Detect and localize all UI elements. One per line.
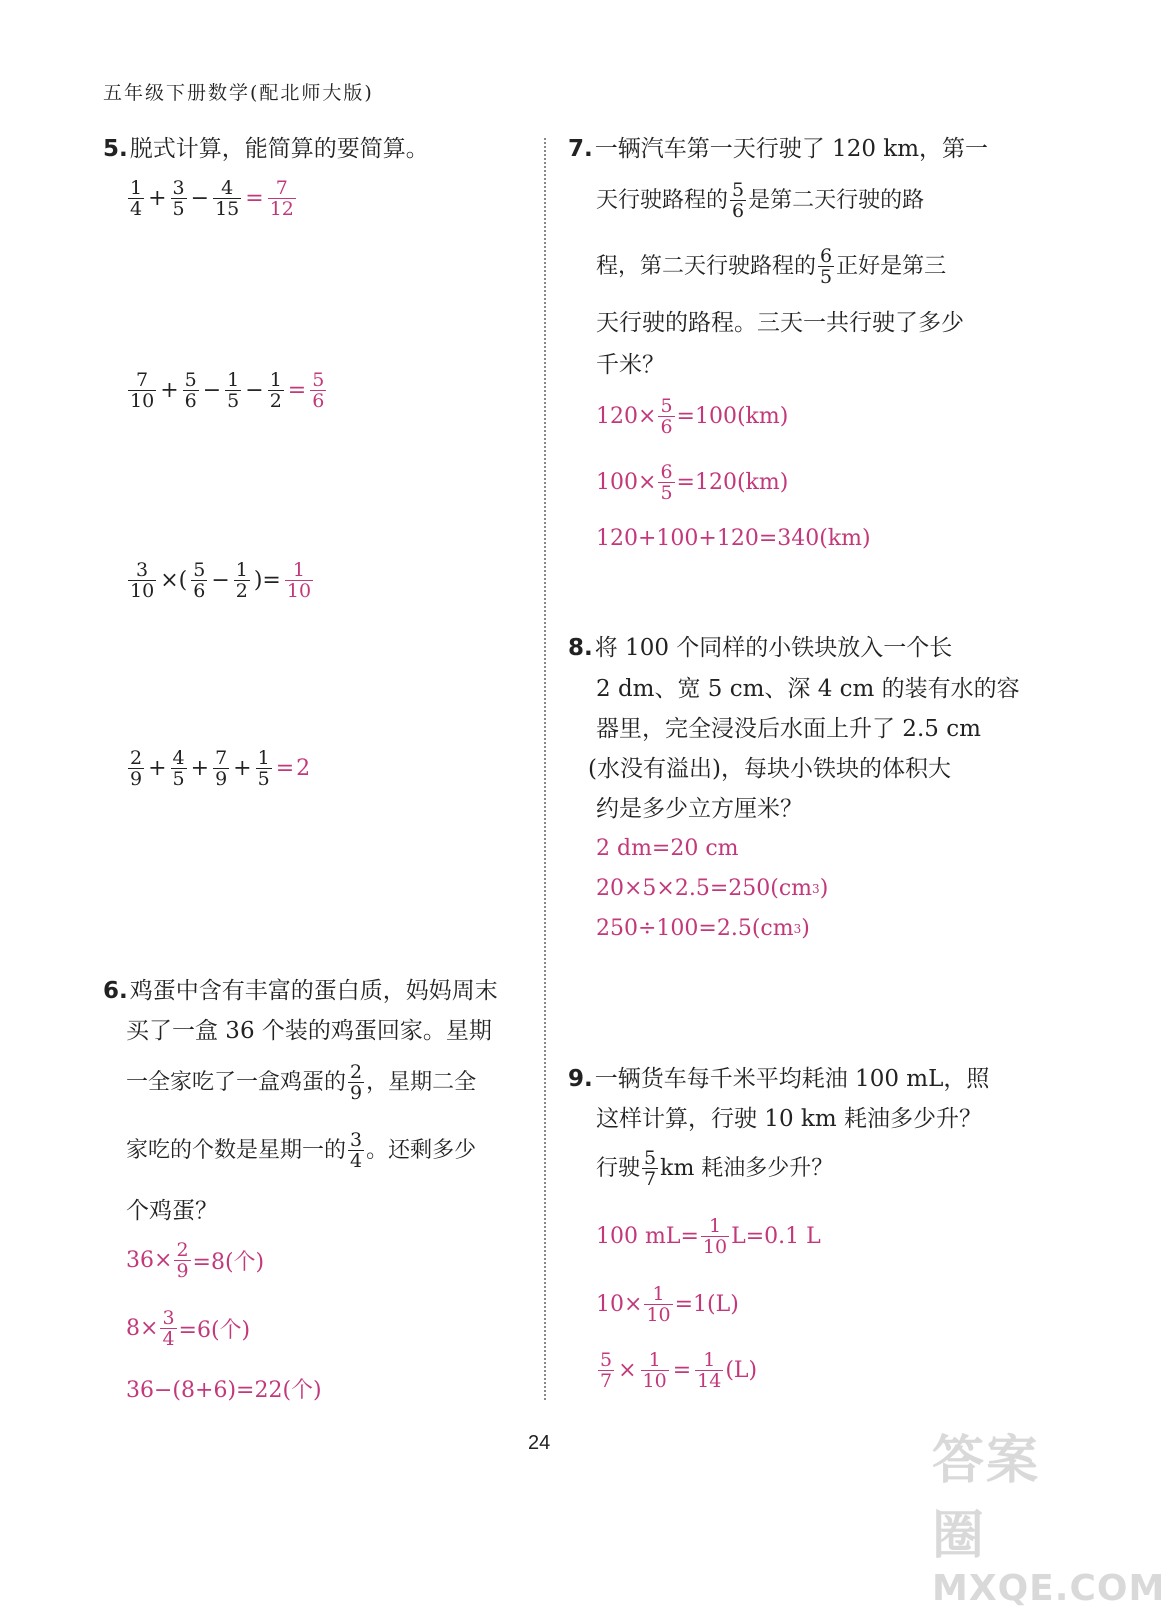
q5-item-3-f1: [128, 560, 156, 601]
fraction-den: 9: [350, 1082, 363, 1104]
q7-answer-1: 120× $\frac{5}{6}$ =100(km): [596, 395, 789, 438]
q6-frac-a: [348, 1062, 364, 1103]
fraction-num: 7: [136, 369, 149, 391]
fraction-den: 15: [215, 198, 240, 220]
q8-answer-2: 20×5×2.5=250(cm 3 ): [596, 876, 829, 901]
q8-line-1: 8.将 100 个同样的小铁块放入一个长: [568, 635, 953, 661]
operator: +: [148, 186, 167, 211]
q7-answer-2: 100× $\frac{6}{5}$ =120(km): [596, 461, 789, 504]
equals: =: [245, 186, 264, 211]
q8-line-3: 器里，完全浸没后水面上升了 2.5 cm: [596, 716, 981, 742]
q5-item-1-f2: [171, 178, 187, 219]
operator: +: [190, 756, 210, 781]
fraction-num: 5: [193, 559, 206, 581]
q9-frac-a: [642, 1148, 658, 1189]
q7-frac-a: [730, 180, 746, 221]
q8-line-2: 2 dm、宽 5 cm、深 4 cm 的装有水的容: [596, 676, 1020, 702]
q5-item-2-f1: [128, 370, 156, 411]
fraction-num: 1: [648, 1349, 661, 1371]
fraction-den: 5: [227, 390, 240, 412]
q6-line-3: 一全家吃了一盒鸡蛋的 $\frac{2}{9}$ ，星期二全: [126, 1061, 477, 1104]
fraction-den: 4: [162, 1328, 175, 1350]
fraction-num: 1: [269, 369, 282, 391]
fraction-den: 6: [732, 200, 745, 222]
fraction-num: 5: [600, 1349, 613, 1371]
q6-line-2: 买了一盒 36 个装的鸡蛋回家。星期: [126, 1018, 492, 1044]
fraction-den: 9: [130, 768, 143, 790]
fraction-num: 1: [130, 177, 143, 199]
fraction-den: 9: [215, 768, 228, 790]
fraction-den: 4: [130, 198, 143, 220]
q6-frac-b: [348, 1130, 364, 1171]
fraction-den: 6: [184, 390, 197, 412]
q8-line-4: (水没有溢出)，每块小铁块的体积大: [588, 756, 951, 782]
fraction-num: 1: [235, 559, 248, 581]
q9-answer-2: 10× $\frac{1}{10}$ =1(L): [596, 1283, 739, 1326]
q5-item-4-f1: [128, 748, 144, 789]
fraction-den: 10: [702, 1236, 728, 1258]
q8-number: 8.: [568, 635, 593, 661]
watermark-logo: [932, 1418, 1165, 1609]
fraction-num: 2: [350, 1061, 363, 1083]
fraction-num: 5: [184, 369, 197, 391]
fraction-den: 5: [660, 482, 673, 504]
q5-prompt: [103, 134, 429, 164]
q6-number: 6.: [103, 978, 128, 1004]
fraction: [641, 1350, 669, 1391]
fraction-den: 7: [600, 1370, 613, 1392]
watermark-line1: 答案圈: [932, 1431, 1041, 1566]
fraction-num: 1: [257, 747, 270, 769]
fraction: [174, 1240, 190, 1281]
fraction-num: 3: [136, 559, 149, 581]
q5-item-2-f4: [268, 370, 284, 411]
operator: −: [190, 186, 210, 211]
fraction-num: 5: [312, 369, 325, 391]
q5-item-2-f3: [225, 370, 241, 411]
operator: ×(: [160, 568, 188, 593]
q5-item-3: [126, 560, 315, 601]
fraction-den: 4: [350, 1150, 363, 1172]
fraction-num: 3: [172, 177, 185, 199]
q5-number: 5.: [103, 136, 128, 162]
q5-item-4-f4: [256, 748, 272, 789]
fraction-den: 10: [286, 580, 312, 602]
fraction-den: 9: [176, 1260, 189, 1282]
operator: −: [202, 378, 222, 403]
q9-line-2: 这样计算，行驶 10 km 耗油多少升？: [596, 1106, 982, 1132]
fraction-num: 7: [215, 747, 228, 769]
fraction-num: 1: [703, 1349, 716, 1371]
fraction-num: 5: [732, 179, 745, 201]
q9-number: 9.: [568, 1066, 593, 1092]
fraction-den: 10: [130, 580, 155, 602]
q9-answer-1: 100 mL= $\frac{1}{10}$ L=0.1 L: [596, 1215, 821, 1258]
fraction: [695, 1350, 723, 1391]
page-number: 24: [528, 1432, 551, 1454]
fraction-den: 10: [642, 1370, 667, 1392]
q5-text: 脱式计算，能简算的要简算。: [129, 136, 429, 162]
q9-line-1: 9.一辆货车每千米平均耗油 100 mL，照: [568, 1066, 990, 1092]
q7-frac-b: [818, 246, 834, 287]
q5-item-2: [126, 370, 328, 411]
fraction-den: 6: [660, 416, 673, 438]
fraction: [658, 396, 674, 437]
q7-line-3: 程，第二天行驶路程的 $\frac{6}{5}$ 正好是第三: [596, 245, 947, 288]
q7-line-1: 7.一辆汽车第一天行驶了 120 km，第一: [568, 136, 989, 162]
page-header: 五年级下册数学(配北师大版): [103, 82, 374, 104]
fraction-den: 5: [820, 266, 833, 288]
fraction-den: 10: [646, 1304, 671, 1326]
q5-item-3-f3: [234, 560, 250, 601]
watermark-line2: MXQE.COM: [932, 1568, 1165, 1609]
column-divider: [544, 138, 546, 1400]
q8-line-5: 约是多少立方厘米？: [596, 796, 803, 822]
equals: =: [275, 756, 295, 781]
fraction-num: 3: [162, 1307, 175, 1329]
q5-item-2-f2: [183, 370, 199, 411]
q8-answer-3: 250÷100=2.5(cm 3 ): [596, 916, 810, 941]
q5-item-4: [126, 748, 310, 789]
fraction-den: 10: [130, 390, 155, 412]
q8-answer-1: 2 dm=20 cm: [596, 836, 739, 861]
q5-item-4-answer: 2: [296, 756, 311, 781]
fraction-den: 2: [269, 390, 282, 412]
operator: +: [233, 756, 252, 781]
fraction-num: 6: [820, 245, 833, 267]
fraction-den: 12: [269, 198, 294, 220]
fraction: [160, 1308, 176, 1349]
operator: )=: [253, 568, 281, 593]
fraction-num: 1: [652, 1283, 665, 1305]
q6-answer-3: 36−(8+6)=22(个): [126, 1378, 322, 1403]
fraction-den: 6: [312, 390, 325, 412]
q5-item-1-f3: [213, 178, 241, 219]
q9-line-3: 行驶 $\frac{5}{7}$ km 耗油多少升？: [596, 1147, 834, 1190]
q5-item-1: [126, 178, 298, 219]
fraction-den: 14: [697, 1370, 722, 1392]
operator: −: [245, 378, 264, 403]
fraction-num: 6: [660, 461, 673, 483]
q5-item-4-f2: [171, 748, 187, 789]
q7-number: 7.: [568, 136, 593, 162]
fraction-num: 2: [130, 747, 143, 769]
fraction-num: 3: [350, 1129, 363, 1151]
q6-line-1: 6.鸡蛋中含有丰富的蛋白质，妈妈周末: [103, 978, 498, 1004]
q6-answer-1: 36× $\frac{2}{9}$ =8(个): [126, 1239, 265, 1282]
fraction-den: 2: [235, 580, 248, 602]
q6-line-4: 家吃的个数是星期一的 $\frac{3}{4}$ 。还剩多少: [126, 1129, 477, 1172]
fraction-den: 5: [257, 768, 270, 790]
fraction-num: 4: [221, 177, 234, 199]
q6-line-5: 个鸡蛋？: [126, 1198, 218, 1224]
fraction-num: 1: [227, 369, 240, 391]
fraction: [701, 1216, 729, 1257]
equals: =: [287, 378, 307, 403]
fraction-num: 2: [176, 1239, 189, 1261]
q5-item-2-answer: [310, 370, 326, 411]
fraction-num: 1: [708, 1215, 722, 1237]
q9-answer-3: $\frac{5}{7}$ × $\frac{1}{10}$ = $\frac{1}{14}$ (L): [600, 1349, 758, 1392]
fraction-den: 5: [172, 768, 185, 790]
q5-item-1-answer: [268, 178, 296, 219]
q7-line-5: 千米？: [596, 352, 665, 378]
q7-line-4: 天行驶的路程。三天一共行驶了多少: [596, 310, 964, 336]
fraction: [598, 1350, 614, 1391]
q5-item-3-f2: [191, 560, 207, 601]
operator: −: [211, 568, 230, 593]
q5-item-3-answer: [285, 560, 313, 601]
q5-item-4-f3: [213, 748, 229, 789]
fraction: [644, 1284, 672, 1325]
fraction-num: 1: [292, 559, 306, 581]
q7-line-2: 天行驶路程的 $\frac{5}{6}$ 是第二天行驶的路: [596, 179, 925, 222]
operator: +: [148, 756, 167, 781]
fraction-num: 5: [644, 1147, 657, 1169]
fraction-num: 7: [275, 177, 288, 199]
operator: +: [160, 378, 179, 403]
fraction: [658, 462, 674, 503]
q5-item-1-f1: [128, 178, 144, 219]
fraction-num: 4: [172, 747, 185, 769]
fraction-den: 6: [193, 580, 206, 602]
fraction-num: 5: [660, 395, 673, 417]
fraction-den: 5: [172, 198, 185, 220]
q7-answer-3: 120+100+120=340(km): [596, 526, 871, 551]
q6-answer-2: 8× $\frac{3}{4}$ =6(个): [126, 1307, 251, 1350]
fraction-den: 7: [644, 1168, 657, 1190]
